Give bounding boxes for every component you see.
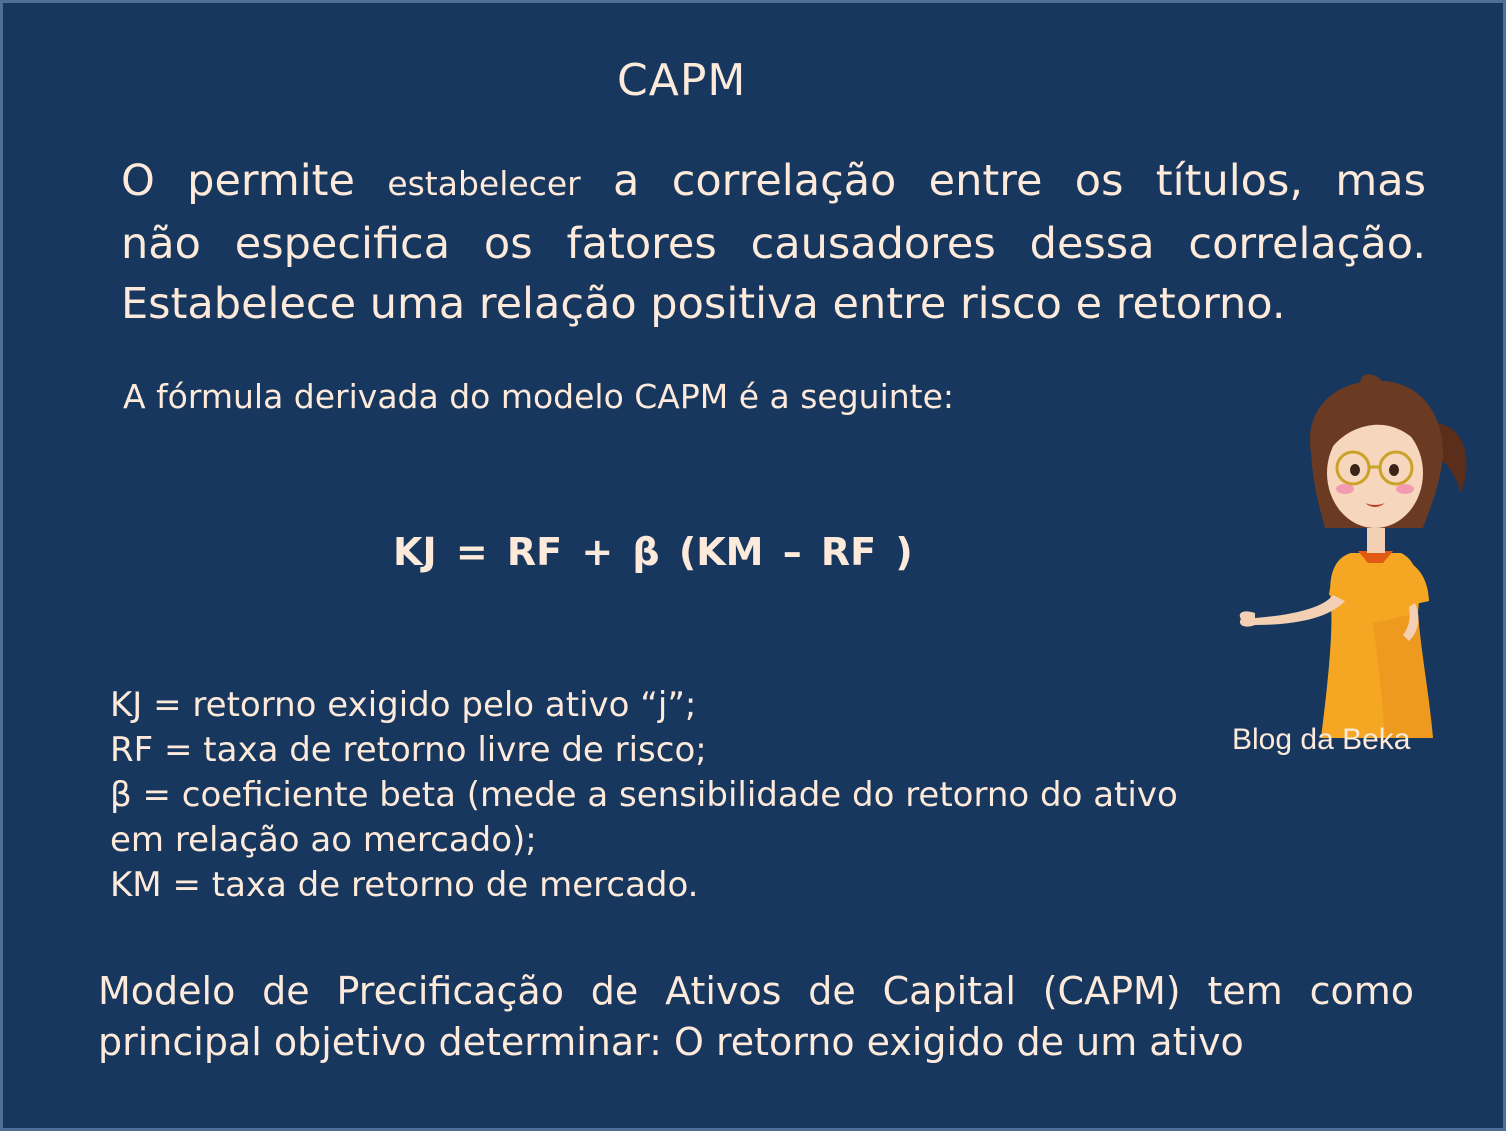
definition-beta-continued: em relação ao mercado); (110, 820, 537, 860)
definition-rf: RF = taxa de retorno livre de risco; (110, 730, 707, 770)
intro-line-1 (121, 151, 1426, 214)
neck (1367, 528, 1385, 553)
conclusion-paragraph (98, 966, 1414, 1068)
capm-formula: KJ = RF + β (KM – RF ) (393, 530, 913, 574)
intro-paragraph (121, 151, 1426, 334)
eye-right (1389, 464, 1399, 476)
intro-line-1-small-word: estabelecer (387, 164, 581, 203)
blog-watermark: Blog da Beka (1232, 723, 1411, 756)
eye-left (1350, 464, 1360, 476)
conclusion-line-1: Modelo de Precificação de Ativos de Capital (CAPM) tem como (98, 969, 1414, 1013)
intro-line-1-start: O permite (121, 156, 388, 206)
intro-line-1-end: a correlação entre os títulos, mas (580, 156, 1426, 206)
hand (1240, 611, 1255, 626)
definition-km: KM = taxa de retorno de mercado. (110, 865, 699, 905)
cheek-right (1396, 484, 1414, 494)
slide-title: CAPM (617, 55, 747, 106)
arm-left (1243, 595, 1345, 625)
definition-beta: β = coeficiente beta (mede a sensibilidade do retorno do ativo (110, 775, 1178, 815)
cartoon-girl-illustration (1233, 363, 1483, 743)
intro-line-2: não especifica os fatores causadores dessa correlação. (121, 219, 1426, 269)
definition-kj: KJ = retorno exigido pelo ativo “j”; (110, 685, 697, 725)
cheek-left (1336, 484, 1354, 494)
definitions-list (110, 683, 1210, 908)
formula-intro: A fórmula derivada do modelo CAPM é a seguinte: (123, 377, 955, 416)
intro-line-3: Estabelece uma relação positiva entre risco e retorno. (121, 279, 1286, 329)
conclusion-line-2: principal objetivo determinar: O retorno exigido de um ativo (98, 1020, 1244, 1064)
